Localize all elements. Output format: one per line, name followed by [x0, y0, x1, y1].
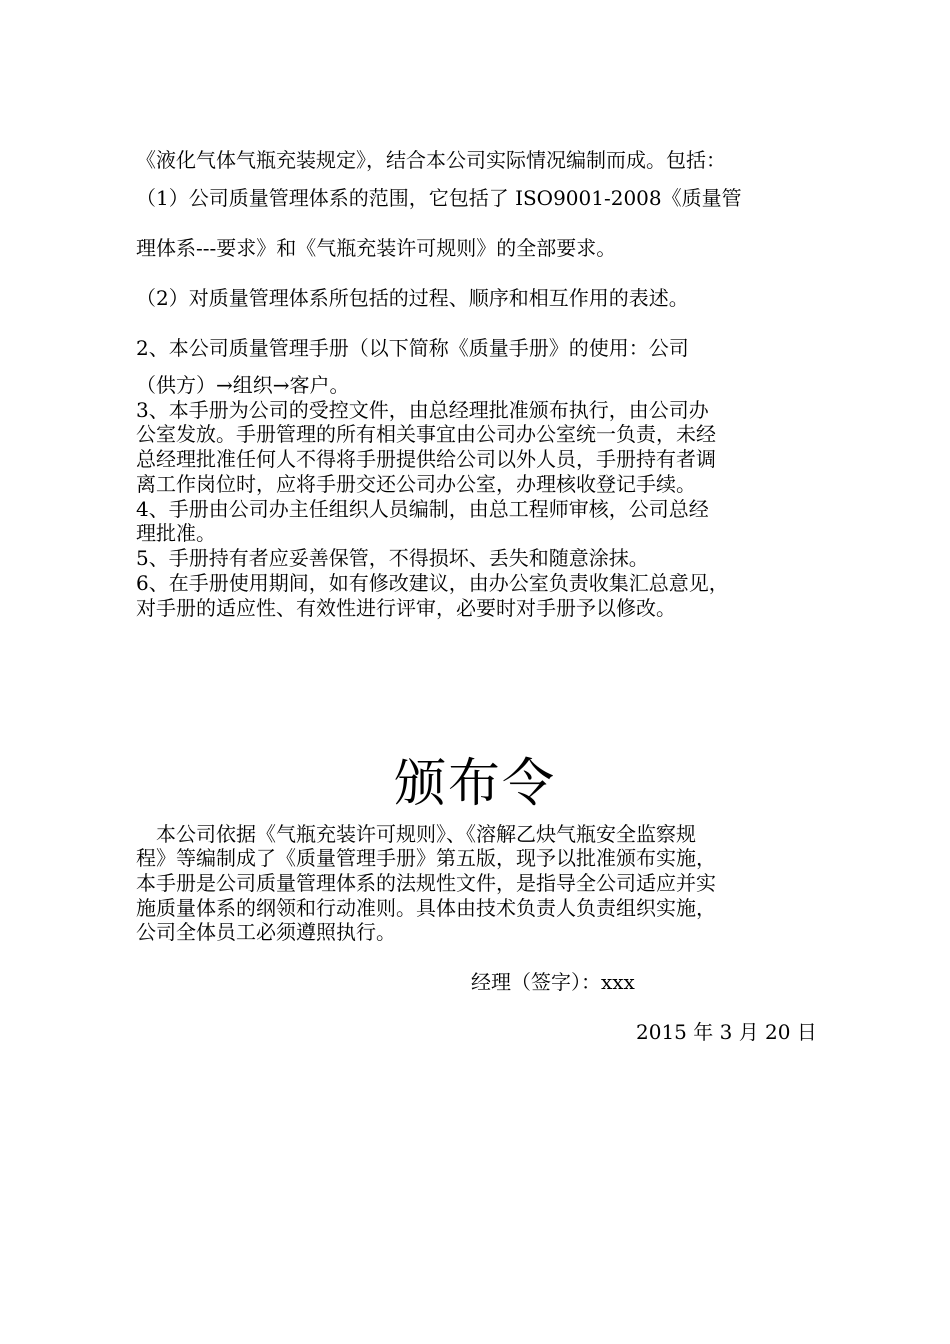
- intro-line-1: 《液化气体气瓶充装规定》，结合本公司实际情况编制而成。包括：: [136, 148, 726, 172]
- promulgation-title: 颁布令: [393, 754, 556, 814]
- rules-line-7: 5、手册持有者应妥善保管，不得损坏、丢失和随意涂抹。: [136, 546, 649, 570]
- rules-line-6: 理批准。: [136, 521, 216, 545]
- issue-date: 2015 年 3 月 20 日: [636, 1020, 817, 1044]
- rules-line-1: 3、本手册为公司的受控文件，由总经理批准颁布执行，由公司办: [136, 398, 709, 422]
- promulgation-line-4: 施质量体系的纲领和行动准则。具体由技术负责人负责组织实施，: [136, 896, 716, 920]
- promulgation-line-5: 公司全体员工必须遵照执行。: [136, 920, 396, 944]
- intro-line-5: 2、本公司质量管理手册（以下简称《质量手册》的使用：公司: [136, 336, 689, 360]
- manager-signature: 经理（签字）：xxx: [471, 970, 635, 994]
- rules-line-9: 对手册的适应性、有效性进行评审，必要时对手册予以修改。: [136, 596, 676, 620]
- promulgation-line-1: 本公司依据《气瓶充装许可规则》、《溶解乙炔气瓶安全监察规: [136, 822, 696, 846]
- promulgation-line-3: 本手册是公司质量管理体系的法规性文件，是指导全公司适应并实: [136, 871, 716, 895]
- rules-line-5: 4、手册由公司办主任组织人员编制，由总工程师审核，公司总经: [136, 497, 709, 521]
- intro-line-4: （2）对质量管理体系所包括的过程、顺序和相互作用的表述。: [136, 286, 689, 310]
- rules-line-8: 6、在手册使用期间，如有修改建议，由办公室负责收集汇总意见，: [136, 571, 729, 595]
- intro-line-2: （1）公司质量管理体系的范围，它包括了 ISO9001-2008《质量管: [136, 186, 742, 210]
- rules-line-3: 总经理批准任何人不得将手册提供给公司以外人员，手册持有者调: [136, 447, 716, 471]
- rules-line-4: 离工作岗位时，应将手册交还公司办公室，办理核收登记手续。: [136, 472, 696, 496]
- promulgation-line-2: 程》等编制成了《质量管理手册》第五版，现予以批准颁布实施，: [136, 846, 716, 870]
- intro-line-3: 理体系---要求》和《气瓶充装许可规则》的全部要求。: [136, 236, 617, 260]
- rules-line-2: 公室发放。手册管理的所有相关事宜由公司办公室统一负责，未经: [136, 422, 716, 446]
- intro-line-6: （供方）→组织→客户。: [136, 373, 350, 397]
